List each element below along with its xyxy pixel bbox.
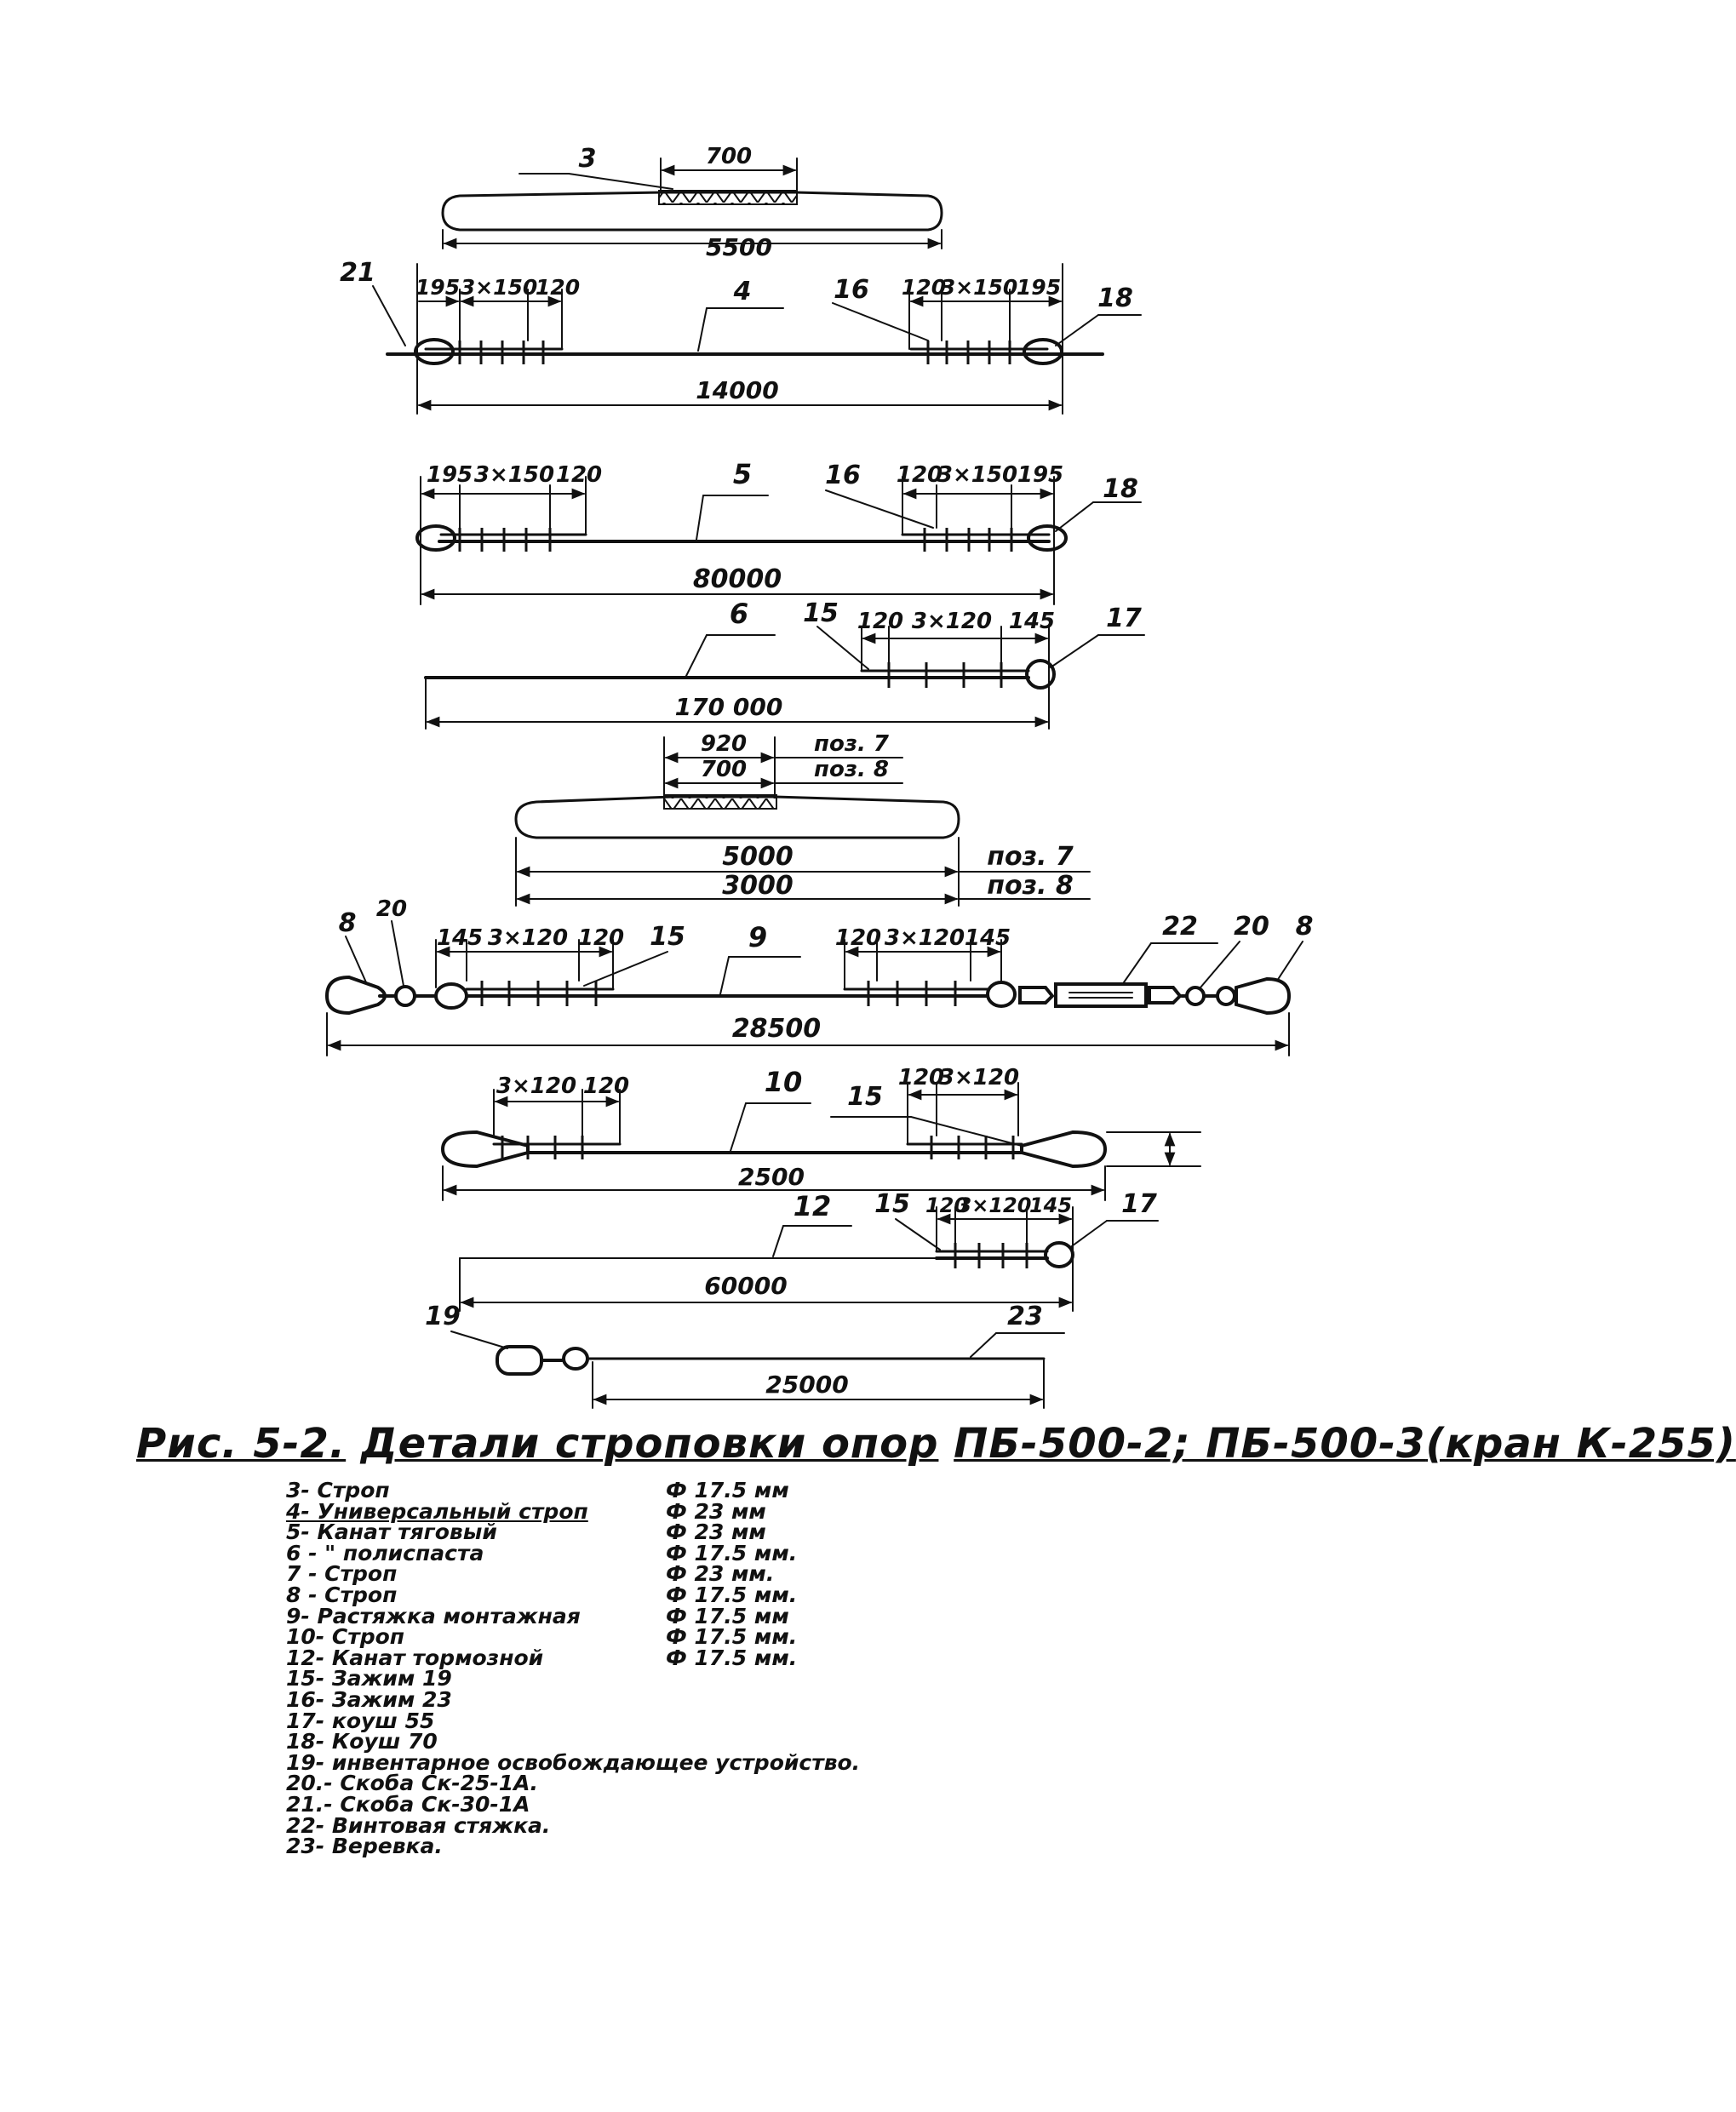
d6-right-dim-1: 120 <box>857 609 904 634</box>
d8-length: 3000 <box>722 871 794 901</box>
detail-19-23-release-device-rope <box>425 1302 1064 1408</box>
d9-left-dim-2: 3×120 <box>487 925 569 951</box>
legend-item: 10- Строп <box>286 1624 405 1650</box>
d10-right-dim-1: 120 <box>897 1065 945 1090</box>
legend-diameter: Ф 17.5 мм <box>666 1478 789 1502</box>
turnbuckle <box>1056 984 1146 1006</box>
d4-callout-18: 18 <box>1097 283 1133 313</box>
d9-left-dim-3: 120 <box>577 925 625 951</box>
d9-callout-8-right: 8 <box>1295 912 1314 942</box>
d3-position-number: 3 <box>578 144 597 174</box>
legend-row <box>286 1480 1393 1501</box>
detail-4-universal-sling <box>340 258 1141 414</box>
legend-row <box>286 1791 1393 1817</box>
d4-position-number: 4 <box>733 277 752 306</box>
legend-row <box>286 1498 1393 1524</box>
legend-item: 5- Канат тяговый <box>286 1520 497 1545</box>
d5-right-dim-3: 195 <box>1017 462 1064 488</box>
legend-diameter: Ф 17.5 мм <box>666 1603 789 1628</box>
d5-left-dim-3: 120 <box>555 462 603 488</box>
detail-6-tackle-rope <box>426 598 1144 729</box>
d4-length: 14000 <box>696 376 779 404</box>
d9-left-dim-1: 145 <box>436 925 484 951</box>
figure-number: Рис. 5-2. <box>136 1420 347 1468</box>
legend-row <box>286 1731 1393 1752</box>
d12-right-dim-3: 145 <box>1028 1193 1073 1217</box>
d12-length: 60000 <box>704 1272 788 1300</box>
legend-row <box>286 1812 1393 1838</box>
d12-callout-17: 17 <box>1121 1189 1157 1219</box>
d7-length-pos: поз. 7 <box>987 842 1074 872</box>
legend-item: 15- Зажим 19 <box>286 1666 452 1691</box>
d7-splice-length: 920 <box>700 731 748 757</box>
legend-row <box>286 1668 1393 1689</box>
legend-diameter: Ф 17.5 мм. <box>666 1582 798 1607</box>
d6-callout-17: 17 <box>1106 604 1142 633</box>
d6-length: 170 000 <box>674 693 783 721</box>
d4-left-dim-3: 120 <box>535 275 581 300</box>
d9-callout-15: 15 <box>650 922 685 952</box>
d23-callout: 23 <box>1007 1302 1043 1331</box>
legend-item: 22- Винтовая стяжка. <box>286 1812 551 1838</box>
legend-item: 19- инвентарное освобождающее устройство. <box>286 1749 861 1775</box>
figure-crane: (кран К-255) <box>1425 1420 1736 1468</box>
legend-item: 8 - Строп <box>286 1582 398 1607</box>
d23-length: 25000 <box>765 1371 849 1399</box>
d12-position-number: 12 <box>793 1190 832 1222</box>
legend-row <box>286 1710 1393 1731</box>
d9-right-dim-3: 145 <box>964 925 1011 951</box>
d10-length: 2500 <box>738 1163 805 1191</box>
d19-callout: 19 <box>425 1302 461 1331</box>
legend-item: 16- Зажим 23 <box>286 1686 452 1712</box>
d9-callout-22: 22 <box>1162 912 1198 942</box>
d12-callout-15: 15 <box>874 1189 910 1219</box>
d4-left-dim-1: 195 <box>415 275 461 300</box>
legend-item: 3- Строп <box>286 1478 390 1502</box>
d4-callout-16: 16 <box>834 275 869 305</box>
detail-9-erection-guy <box>327 896 1313 1056</box>
d4-left-dim-2: 3×150 <box>460 275 538 300</box>
legend-item: 7 - Строп <box>286 1561 398 1587</box>
d3-splice-length: 700 <box>705 144 753 169</box>
d9-right-dim-2: 3×120 <box>884 925 965 951</box>
d9-length: 28500 <box>731 1014 822 1044</box>
legend-row <box>286 1835 1393 1857</box>
d5-right-dim-2: 3×150 <box>937 462 1018 488</box>
detail-10-sling <box>443 1065 1200 1200</box>
legend-item: 18- Коуш 70 <box>286 1729 438 1754</box>
d6-right-dim-3: 145 <box>1008 609 1056 634</box>
legend-diameter: Ф 17.5 мм. <box>666 1645 798 1670</box>
d5-left-dim-1: 195 <box>426 462 473 488</box>
legend-row <box>286 1561 1393 1587</box>
legend-diameter: Ф 23 мм <box>666 1498 766 1524</box>
legend-diameter: Ф 23 мм <box>666 1520 766 1545</box>
splice-hatch <box>659 191 797 204</box>
d7-splice-pos: поз. 7 <box>814 731 889 757</box>
legend-item: 21.- Скоба Ск-30-1А <box>286 1791 530 1817</box>
d4-callout-21: 21 <box>340 258 375 288</box>
legend-item: 23- Веревка. <box>286 1834 443 1859</box>
d8-splice-pos: поз. 8 <box>814 757 889 782</box>
release-device <box>497 1347 541 1374</box>
d10-callout-15: 15 <box>847 1082 883 1112</box>
detail-12-brake-rope <box>460 1189 1158 1311</box>
legend-row <box>286 1584 1393 1605</box>
legend-row <box>286 1647 1393 1668</box>
legend-row <box>286 1772 1393 1794</box>
d12-right-dim-1: 120 <box>925 1193 969 1217</box>
legend-item: 17- коуш 55 <box>286 1708 435 1733</box>
detail-3-sling <box>443 144 942 261</box>
legend-row <box>286 1521 1393 1543</box>
figure-caption <box>136 1420 1736 1468</box>
d9-position-number: 9 <box>748 921 768 953</box>
d6-callout-15: 15 <box>803 598 839 628</box>
legend-diameter: Ф 23 мм. <box>666 1561 775 1587</box>
parts-legend <box>286 1480 1393 1857</box>
legend-item: 12- Канат тормозной <box>286 1645 544 1670</box>
d10-position-number: 10 <box>764 1066 803 1098</box>
legend-row <box>286 1540 1393 1565</box>
legend-diameter: Ф 17.5 мм. <box>666 1540 798 1565</box>
d3-length: 5500 <box>706 233 772 261</box>
legend-item: 6 - " полиспаста <box>286 1540 484 1565</box>
d10-right-dim-2: 3×120 <box>938 1065 1020 1090</box>
d10-left-dim-2: 120 <box>582 1073 630 1099</box>
d5-position-number: 5 <box>732 458 753 490</box>
legend-item: 4- Универсальный строп <box>286 1498 588 1524</box>
d9-right-dim-1: 120 <box>834 925 882 951</box>
d5-callout-16: 16 <box>825 461 861 490</box>
detail-5-traction-rope <box>417 458 1141 604</box>
d8-length-pos: поз. 8 <box>987 871 1074 901</box>
detail-7-8-endless-slings <box>516 731 1090 906</box>
d9-callout-20-left: 20 <box>375 896 408 922</box>
figure-models: ПБ-500-2; ПБ-500-3 <box>954 1420 1426 1468</box>
d4-right-dim-2: 3×150 <box>940 275 1018 300</box>
d12-right-dim-2: 3×120 <box>957 1193 1032 1217</box>
d5-right-dim-1: 120 <box>896 462 943 488</box>
d10-left-dim-1: 3×120 <box>496 1073 577 1099</box>
d7-length: 5000 <box>722 842 794 872</box>
splice-hatch <box>664 795 776 809</box>
legend-item: 20.- Скоба Ск-25-1А. <box>286 1771 538 1796</box>
d5-callout-18: 18 <box>1103 474 1138 504</box>
legend-item: 9- Растяжка монтажная <box>286 1603 581 1628</box>
d4-right-dim-3: 195 <box>1016 275 1062 300</box>
d9-callout-20-right: 20 <box>1234 912 1269 942</box>
legend-diameter: Ф 17.5 мм. <box>666 1624 798 1650</box>
d5-left-dim-2: 3×150 <box>473 462 555 488</box>
d6-position-number: 6 <box>729 598 749 630</box>
figure-title: Детали строповки опор <box>360 1420 939 1468</box>
legend-row <box>286 1624 1393 1650</box>
d6-right-dim-2: 3×120 <box>911 609 993 634</box>
legend-row <box>286 1686 1393 1712</box>
d4-right-dim-1: 120 <box>901 275 947 300</box>
d8-splice-length: 700 <box>700 757 748 782</box>
legend-row <box>286 1605 1393 1627</box>
legend-row <box>286 1749 1393 1775</box>
d9-callout-8-left: 8 <box>338 908 357 938</box>
d5-length: 80000 <box>692 564 782 594</box>
